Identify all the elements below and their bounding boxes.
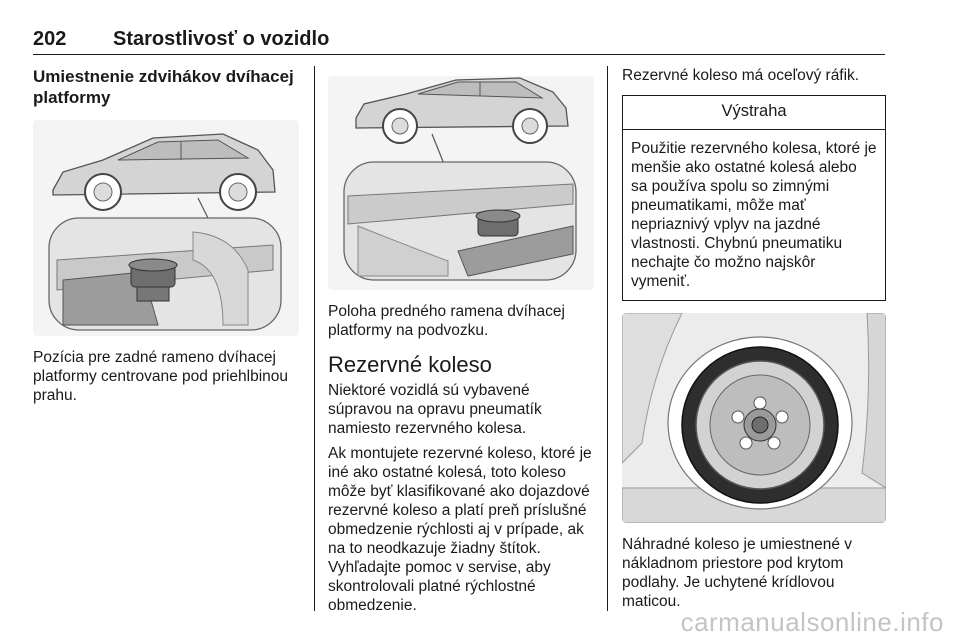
column-divider-2 xyxy=(607,66,608,611)
column-divider-1 xyxy=(314,66,315,611)
figure-front-lift-point xyxy=(328,76,594,290)
column-3 xyxy=(622,66,886,611)
column-2 xyxy=(328,66,594,615)
watermark: carmanualsonline.info xyxy=(680,607,944,637)
warning-title: Výstraha xyxy=(623,96,885,130)
figure-spare-wheel-well xyxy=(622,313,886,523)
page-number: 202 xyxy=(33,28,67,50)
spare-wheel-paragraph-1: Niektoré vozidlá sú vybavené súpravou na opravu pneumatík namiesto rezervného kolesa. xyxy=(328,382,542,437)
spare-wheel-paragraph-2: Ak montujete rezervné koleso, ktoré je iné ako ostatné kolesá, toto koleso môže byť klasifikované ako dojazdové rezervné koleso a platí preň príslušné obmedzenie rýchlosti aj v prípade, ak na to neodkazuje žiadny štítok. Vyhľadajte pomoc v servise, aby skontrolovali platné rýchlostné obmedzenie. xyxy=(328,445,592,614)
warning-text: Použitie rezervného kolesa, ktoré je menšie ako ostatné kolesá alebo sa používa spolu so zimnými pneumatikami, môže mať nepriaznivý vplyv na jazdné vlastnosti. Chybnú pneumatiku nechajte čo možno najskôr vymeniť. xyxy=(631,140,877,290)
figure-caption-spare-wheel: Náhradné koleso je umiestnené v nákladnom priestore pod krytom podlahy. Je uchytené krídlovou maticou. xyxy=(622,536,853,610)
page-header xyxy=(33,28,885,55)
column-1 xyxy=(33,66,301,405)
section-heading-lift-points: Umiestnenie zdvihákov dvíhacej platformy xyxy=(33,67,294,107)
figure-caption-rear: Pozícia pre zadné rameno dvíhacej platformy centrovane pod priehlbinou prahu. xyxy=(33,349,289,404)
steel-rim-note: Rezervné koleso má oceľový ráfik. xyxy=(622,67,860,84)
section-heading-spare-wheel: Rezervné koleso xyxy=(328,352,492,377)
warning-box xyxy=(622,95,886,301)
chapter-title: Starostlivosť o vozidlo xyxy=(113,28,330,50)
figure-rear-lift-point xyxy=(33,120,299,336)
figure-caption-front: Poloha predného ramena dvíhacej platformy na podvozku. xyxy=(328,303,565,339)
